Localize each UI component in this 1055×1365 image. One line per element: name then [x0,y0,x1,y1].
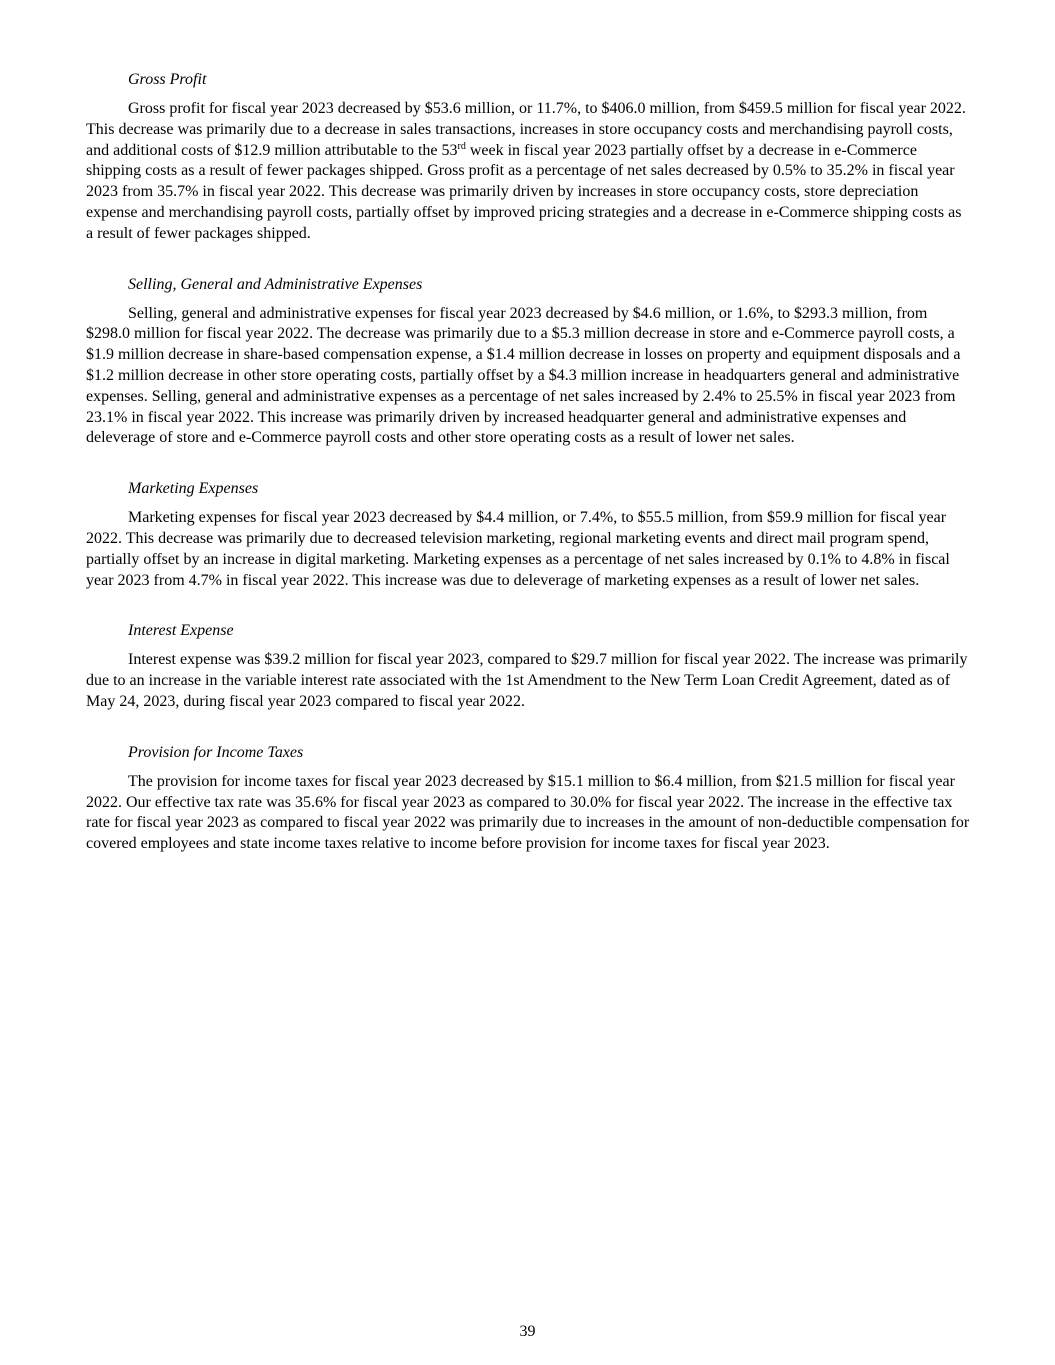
section-heading: Interest Expense [128,622,234,640]
section-sga-expenses [86,275,970,450]
superscript-ordinal: rd [457,140,466,152]
section-heading: Selling, General and Administrative Expenses [128,275,423,293]
section-paragraph [86,99,970,245]
paragraph-text-part: week in fiscal year 2023 partially offset by a decrease in e-Commerce shipping costs as a result of fewer packages shipped. Gross profit as a percentage of net sales decreased by 0.5% to 35.2% in fiscal year 2023 from 35.7% in fiscal year 2022. This decrease was primarily driven by increases in store occupancy costs, store depreciation expense and merchandising payroll costs, partially offset by improved pricing strategies and a decrease in e-Commerce shipping costs as a result of fewer packages shipped. [86,141,962,242]
section-paragraph: Selling, general and administrative expenses for fiscal year 2023 decreased by $4.6 million, or 1.6%, to $293.3 million, from $298.0 million for fiscal year 2022. The decrease was primarily due to a $5.3 million decrease in store and e-Commerce payroll costs, a $1.9 million decrease in share-based compensation expense, a $1.4 million decrease in losses on property and equipment disposals and a $1.2 million decrease in other store operating costs, partially offset by a $4.3 million increase in headquarters general and administrative expenses. Selling, general and administrative expenses as a percentage of net sales increased by 2.4% to 25.5% in fiscal year 2023 from 23.1% in fiscal year 2022. This increase was primarily driven by increased headquarter general and administrative expenses and deleverage of store and e-Commerce payroll costs and other store operating costs as a result of lower net sales. [86,304,961,447]
document-page [86,70,970,885]
section-paragraph: Marketing expenses for fiscal year 2023 decreased by $4.4 million, or 7.4%, to $55.5 million, from $59.9 million for fiscal year 2022. This decrease was primarily due to decreased television marketing, regional marketing events and direct mail program spend, partially offset by an increase in digital marketing. Marketing expenses as a percentage of net sales increased by 0.1% to 4.8% in fiscal year 2023 from 4.7% in fiscal year 2022. This increase was due to deleverage of marketing expenses as a result of lower net sales. [86,509,950,589]
page-number: 39 [519,1323,536,1340]
section-income-taxes [86,743,970,855]
section-heading: Provision for Income Taxes [128,743,304,761]
section-heading: Marketing Expenses [128,480,259,498]
section-paragraph: The provision for income taxes for fiscal year 2023 decreased by $15.1 million to $6.4 million, from $21.5 million for fiscal year 2022. Our effective tax rate was 35.6% for fiscal year 2023 as compared to 30.0% for fiscal year 2022. The increase in the effective tax rate for fiscal year 2023 as compared to fiscal year 2022 was primarily due to increases in the amount of non-deductible compensation for covered employees and state income taxes relative to income before provision for income taxes for fiscal year 2023. [86,772,970,853]
section-interest-expense [86,621,970,712]
paragraph-text-part: Gross profit for fiscal year 2023 decreased by $53.6 million, or 11.7%, to $406.0 million, from $459.5 million for fiscal year 2022. This decrease was primarily due to a decrease in sales transactions, increases in store occupancy costs and merchandising payroll costs, and additional costs of $12.9 million attributable to the 53 [86,100,966,159]
section-gross-profit [86,70,970,245]
section-heading: Gross Profit [128,71,207,88]
section-paragraph: Interest expense was $39.2 million for fiscal year 2023, compared to $29.7 million for fiscal year 2022. The increase was primarily due to an increase in the variable interest rate associated with the 1st Amendment to the New Term Loan Credit Agreement, dated as of May 24, 2023, during fiscal year 2023 compared to fiscal year 2022. [86,651,968,710]
section-marketing-expenses [86,479,970,591]
